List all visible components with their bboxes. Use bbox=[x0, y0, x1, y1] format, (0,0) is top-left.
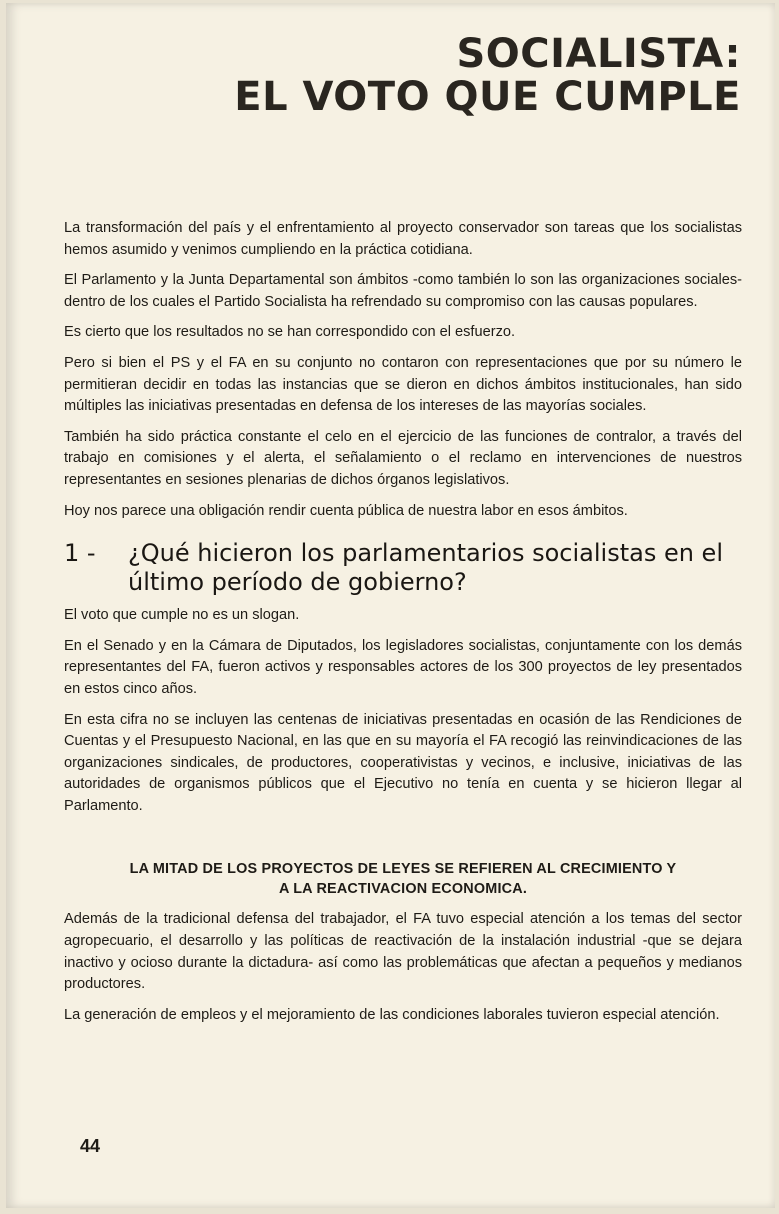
section-paragraph: En el Senado y en la Cámara de Diputados, los legisladores socialistas, conjuntamente con los demás representantes del FA, fueron activos y responsables actores de los 300 proyectos de ley presentados en estos cinco años. bbox=[64, 637, 742, 697]
subsection-paragraph: Además de la tradicional defensa del trabajador, el FA tuvo especial atención a los temas del sector agropecuario, el desarrollo y las políticas de reactivación de la instalación industrial -que se dejara inactivo y ocioso durante la dictadura- así como las problemáticas que afectan a pequeños y medianos productores. bbox=[64, 911, 742, 993]
page-number: 44 bbox=[80, 1136, 101, 1156]
document-page bbox=[6, 3, 775, 1208]
intro-paragraph: El Parlamento y la Junta Departamental son ámbitos -como también lo son las organizaciones sociales- dentro de los cuales el Partido Socialista ha refrendado su compromiso con las causas populares. bbox=[64, 272, 742, 310]
subsection-paragraph: La generación de empleos y el mejoramiento de las condiciones laborales tuvieron especial atención. bbox=[64, 1006, 720, 1023]
section-paragraph: En esta cifra no se incluyen las centenas de iniciativas presentadas en ocasión de las Rendiciones de Cuentas y el Presupuesto Nacional, en las que en su mayoría el FA recogió las reinvindicaciones de las organizaciones sindicales, de productores, cooperativistas y vecinos, e inclusive, iniciativas de las autoridades de organismos públicos que el Ejecutivo no tenía en cuenta y se hicieron llegar al Parlamento. bbox=[64, 711, 742, 814]
section-heading bbox=[64, 539, 742, 597]
page-title bbox=[234, 33, 741, 119]
subsection-heading bbox=[64, 859, 742, 899]
intro-paragraph: Pero si bien el PS y el FA en su conjunto no contaron con representaciones que por su número le permitieran decidir en todas las instancias que se dieron en dichos ámbitos institucionales, han sido múltiples las iniciativas presentadas en defensa de los intereses de las mayorías sociales. bbox=[64, 354, 742, 415]
section-paragraph: El voto que cumple no es un slogan. bbox=[64, 607, 300, 624]
section-title: ¿Qué hicieron los parlamentarios socialistas en el último período de gobierno? bbox=[128, 539, 723, 597]
section-number: 1 - bbox=[64, 539, 96, 568]
title-line-1: SOCIALISTA: bbox=[456, 31, 741, 77]
intro-paragraph: Hoy nos parece una obligación rendir cuenta pública de nuestra labor en esos ámbitos. bbox=[64, 502, 628, 519]
intro-paragraph: También ha sido práctica constante el celo en el ejercicio de las funciones de contralor, a través del trabajo en comisiones y el alerta, el señalamiento o el reclamo en intervenciones de nuestros representantes en sesiones plenarias de dichos órganos legislativos. bbox=[64, 428, 742, 488]
subsection-heading-line-1: LA MITAD DE LOS PROYECTOS DE LEYES SE REFIEREN AL CRECIMIENTO Y bbox=[129, 861, 677, 878]
title-line-2: EL VOTO QUE CUMPLE bbox=[234, 74, 741, 121]
body-text bbox=[64, 218, 742, 1035]
subsection-heading-line-2: A LA REACTIVACION ECONOMICA. bbox=[278, 881, 528, 898]
intro-paragraph: Es cierto que los resultados no se han correspondido con el esfuerzo. bbox=[64, 324, 516, 341]
intro-paragraph: La transformación del país y el enfrentamiento al proyecto conservador son tareas que los socialistas hemos asumido y venimos cumpliendo en la práctica cotidiana. bbox=[64, 220, 742, 258]
